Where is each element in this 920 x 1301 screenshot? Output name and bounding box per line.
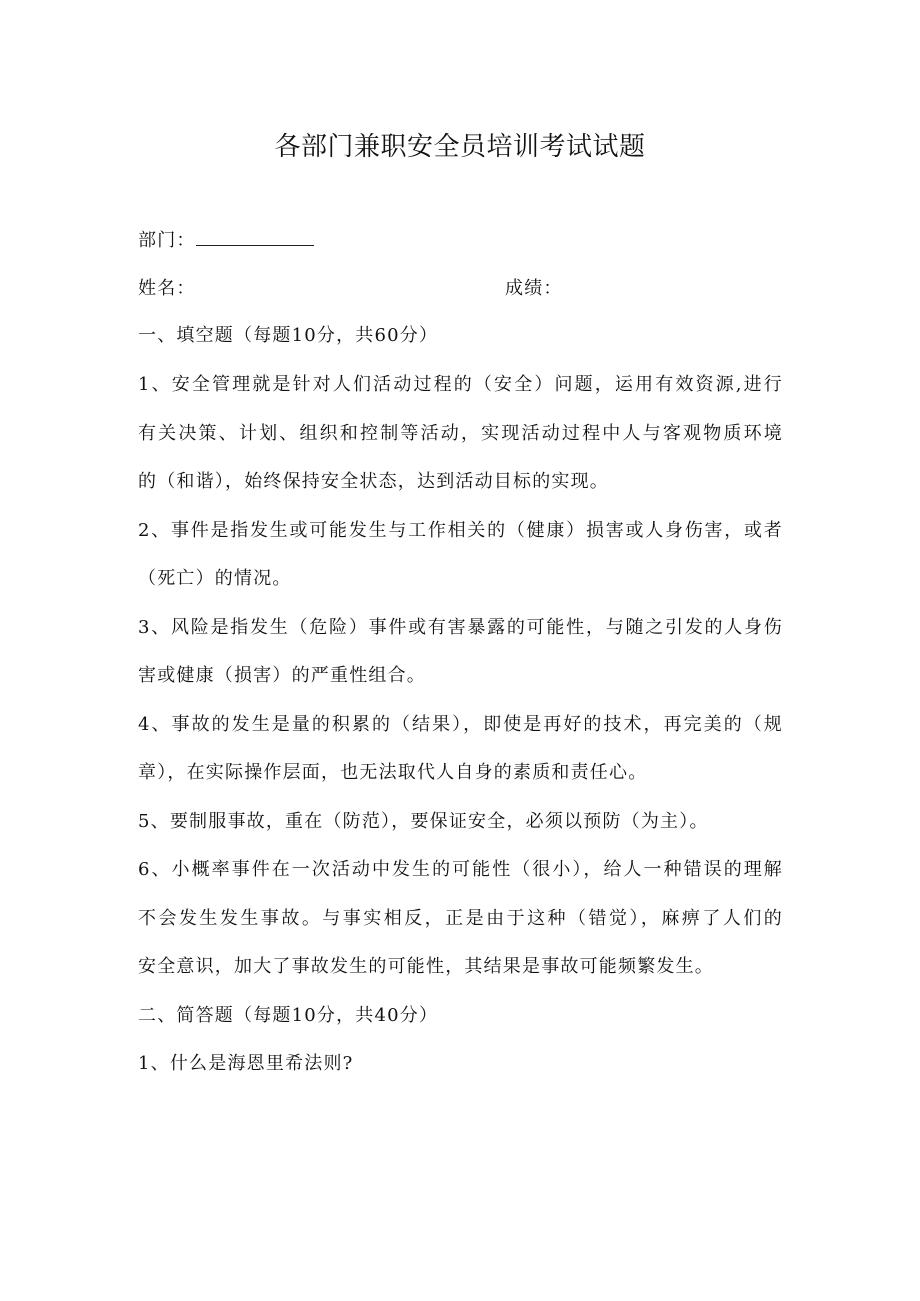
name-score-line [138, 277, 778, 301]
department-line [138, 229, 314, 253]
name-label: 姓名： [138, 278, 196, 299]
question-6-line-3: 安全意识，加大了事故发生的可能性，其结果是事故可能频繁发生。 [138, 956, 714, 977]
section1-heading: 一、填空题（每题10分，共60分） [138, 325, 439, 346]
question-5-line-1: 5、要制服事故，重在（防范），要保证安全，必须以预防（为主）。 [138, 811, 709, 832]
department-blank[interactable] [196, 229, 314, 246]
question-1-line-3: 的（和谐），始终保持安全状态，达到活动目标的实现。 [138, 471, 609, 492]
department-label: 部门： [138, 230, 196, 251]
question-2-line-1: 2、事件是指发生或可能发生与工作相关的（健康）损害或人身伤害，或者 [138, 520, 783, 541]
section2-heading: 二、简答题（每题10分，共40分） [138, 1005, 439, 1026]
question-3-line-2: 害或健康（损害）的严重性组合。 [138, 665, 426, 686]
question-6-line-1: 6、小概率事件在一次活动中发生的可能性（很小），给人一种错误的理解 [138, 859, 783, 880]
page-title: 各部门兼职安全员培训考试试题 [274, 132, 646, 162]
question-1-line-2: 有关决策、计划、组织和控制等活动，实现活动过程中人与客观物质环境 [138, 423, 783, 444]
question-4-line-2: 章），在实际操作层面，也无法取代人自身的素质和责任心。 [138, 762, 648, 783]
question-2-line-2: （死亡）的情况。 [138, 568, 292, 589]
short-answer-question-1: 1、什么是海恩里希法则? [138, 1053, 354, 1074]
score-label: 成绩： [505, 278, 563, 299]
question-1-line-1: 1、安全管理就是针对人们活动过程的（安全）问题，运用有效资源,进行 [138, 374, 783, 395]
score-line [505, 277, 563, 301]
question-6-line-2: 不会发生发生事故。与事实相反，正是由于这种（错觉），麻痹了人们的 [138, 908, 783, 929]
question-3-line-1: 3、风险是指发生（危险）事件或有害暴露的可能性，与随之引发的人身伤 [138, 617, 783, 638]
question-4-line-1: 4、事故的发生是量的积累的（结果），即使是再好的技术，再完美的（规 [138, 714, 783, 735]
